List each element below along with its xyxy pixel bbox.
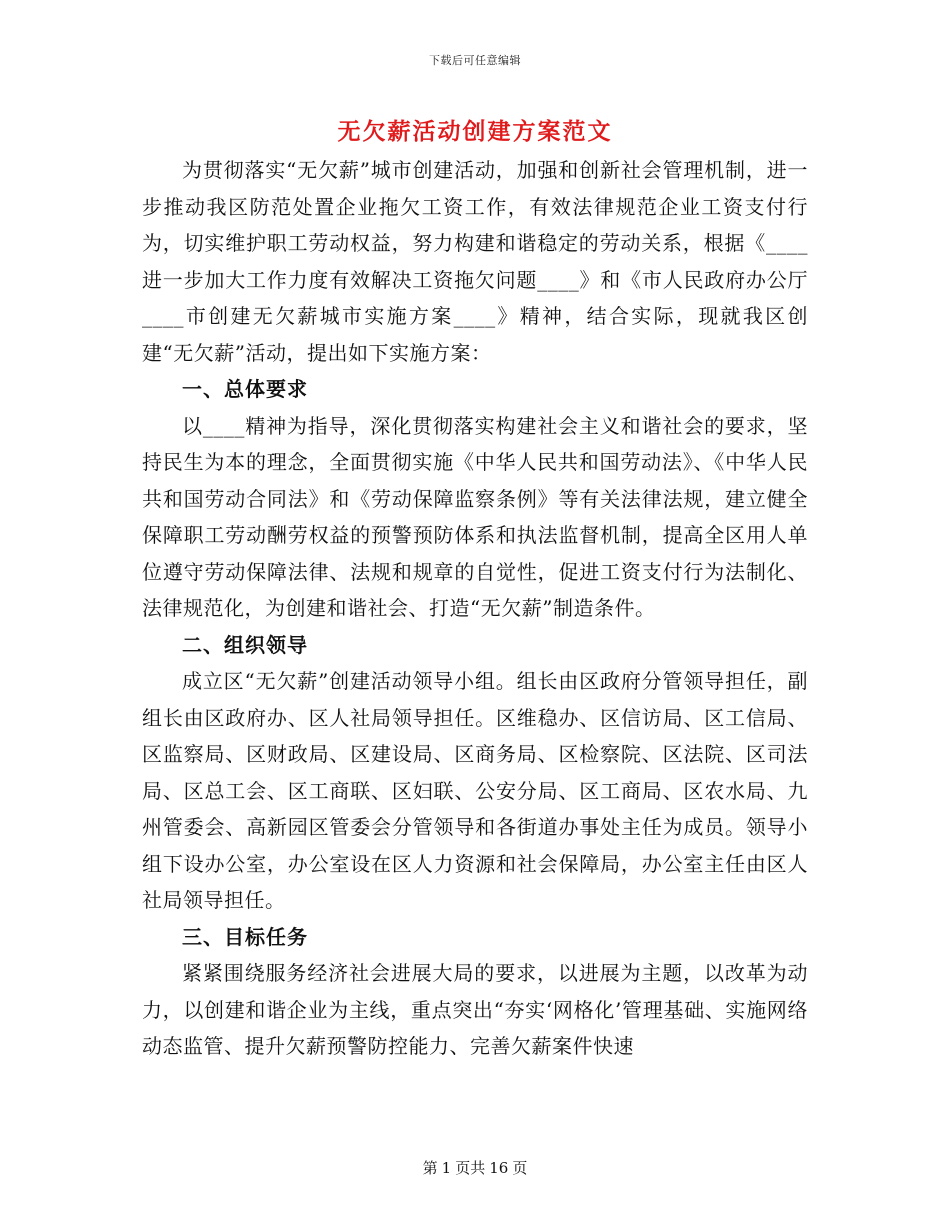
general-requirements-paragraph: 以____精神为指导，深化贯彻落实构建社会主义和谐社会的要求，坚持民生为本的理念，全面贯彻实施《中华人民共和国劳动法》、《中华人民共和国劳动合同法》和《劳动保障监察条例》等有关法律法规，建立健全保障职工劳动酬劳权益的预警预防体系和执法监督机制，提高全区用人单位遵守劳动保障法律、法规和规章的自觉性，促进工资支付行为法制化、法律规范化，为创建和谐社会、打造“无欠薪”制造条件。 xyxy=(142,413,808,620)
footer-prefix: 第 xyxy=(422,1159,438,1177)
footer-middle: 页共 xyxy=(455,1159,486,1177)
footer-total-pages: 16 xyxy=(489,1159,509,1177)
section-heading-general: 一、总体要求 xyxy=(182,377,308,401)
section-heading-targets: 三、目标任务 xyxy=(182,924,308,949)
page-footer xyxy=(0,1157,950,1178)
footer-suffix: 页 xyxy=(512,1159,528,1177)
footer-page-number: 1 xyxy=(441,1159,452,1177)
document-body xyxy=(142,152,808,1065)
page-header-note: 下载后可任意编辑 xyxy=(429,54,521,67)
targets-paragraph: 紧紧围绕服务经济社会进展大局的要求，以进展为主题，以改革为动力，以创建和谐企业为主线，重点突出“夯实‘网格化’管理基础、实施网络动态监管、提升欠薪预警防控能力、完善欠薪案件快速 xyxy=(142,961,808,1058)
section-heading-organization: 二、组织领导 xyxy=(182,632,308,657)
intro-paragraph: 为贯彻落实“无欠薪”城市创建活动，加强和创新社会管理机制，进一步推动我区防范处置企业拖欠工资工作，有效法律规范企业工资支付行为，切实维护职工劳动权益，努力构建和谐稳定的劳动关系，根据《____进一步加大工作力度有效解决工资拖欠问题____》和《市人民政府办公厅____市创建无欠薪城市实施方案____》精神，结合实际，现就我区创建“无欠薪”活动，提出如下实施方案： xyxy=(142,158,808,365)
document-title: 无欠薪活动创建方案范文 xyxy=(337,118,613,145)
organization-paragraph: 成立区“无欠薪”创建活动领导小组。组长由区政府分管领导担任，副组长由区政府办、区人社局领导担任。区维稳办、区信访局、区工信局、区监察局、区财政局、区建设局、区商务局、区检察院、区法院、区司法局、区总工会、区工商联、区妇联、公安分局、区工商局、区农水局、九州管委会、高新园区管委会分管领导和各街道办事处主任为成员。领导小组下设办公室，办公室设在区人力资源和社会保障局，办公室主任由区人社局领导担任。 xyxy=(142,669,808,912)
